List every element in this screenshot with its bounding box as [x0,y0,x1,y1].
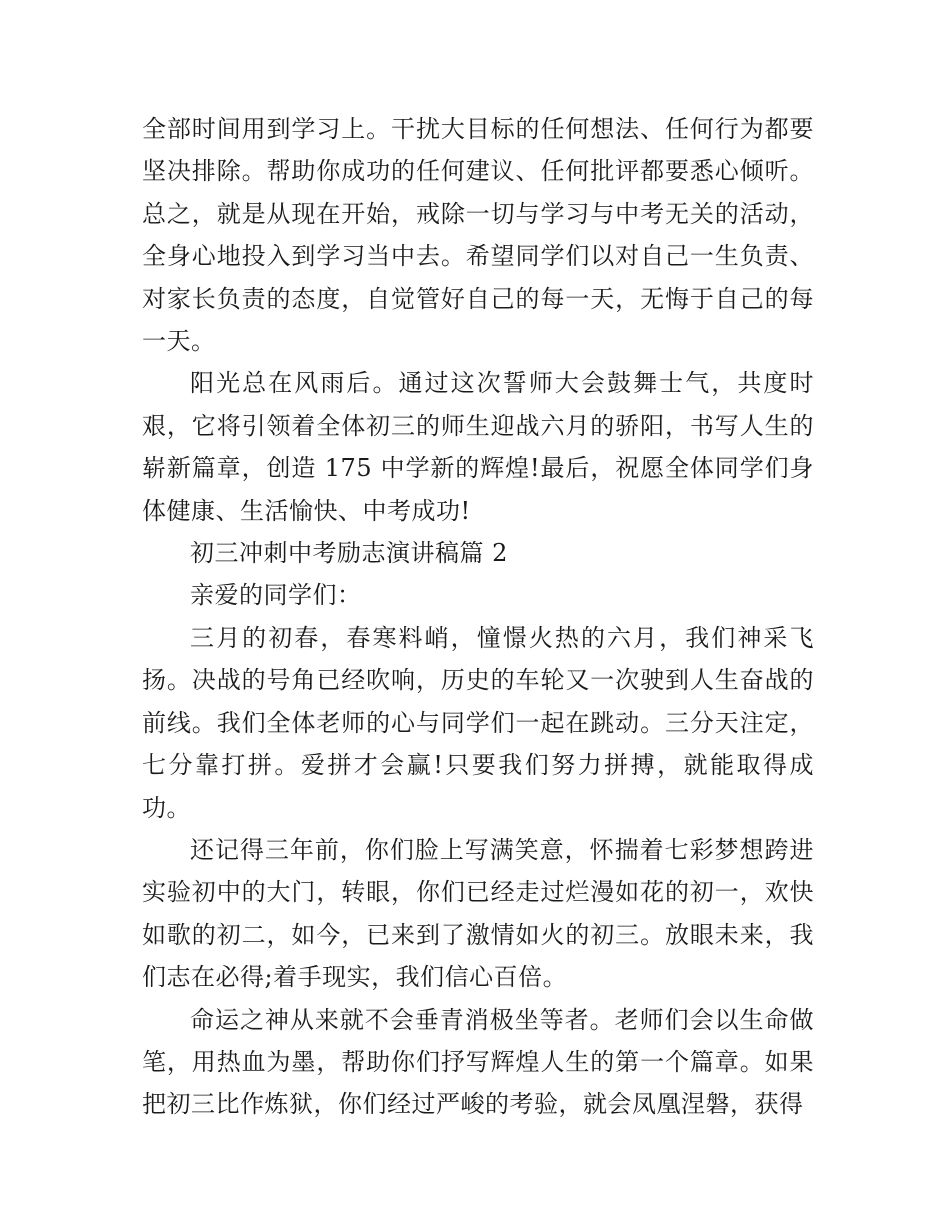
text-line: 功。 [142,793,191,822]
text-line: 全部时间用到学习上。干扰大目标的任何想法、任何行为都要 [142,115,814,143]
paragraph [142,362,814,532]
paragraph [142,617,814,829]
text-line: 命运之神从来就不会垂青消极坐等者。老师们会以生命做 [190,1005,814,1034]
text-line: 笔，用热血为墨，帮助你们抒写辉煌人生的第一个篇章。如果 [142,1047,814,1076]
text-line: 全身心地投入到学习当中去。希望同学们以对自己一生负责、 [142,242,814,271]
text-line: 们志在必得;着手现实，我们信心百倍。 [142,963,568,992]
text-line: 阳光总在风雨后。通过这次誓师大会鼓舞士气，共度时 [190,369,814,398]
text-line: 实验初中的大门，转眼，你们已经走过烂漫如花的初一，欢快 [142,878,814,907]
text-line: 总之，就是从现在开始，戒除一切与学习与中考无关的活动， [142,199,814,228]
text-line: 如歌的初二，如今，已来到了激情如火的初三。放眼未来，我 [142,920,814,949]
text-line: 崭新篇章，创造 175 中学新的辉煌!最后，祝愿全体同学们身 [142,454,814,483]
text-line: 一天。 [142,327,216,356]
text-line: 前线。我们全体老师的心与同学们一起在跳动。三分天注定， [142,708,814,737]
paragraph [142,574,814,616]
text-line: 坚决排除。帮助你成功的任何建议、任何批评都要悉心倾听。 [142,157,814,186]
text-line: 把初三比作炼狱，你们经过严峻的考验，就会凤凰涅磐，获得 [142,1090,804,1119]
document-body [142,108,814,1126]
text-line: 七分靠打拼。爱拼才会赢!只要我们努力拼搏，就能取得成 [142,751,814,780]
paragraph [142,108,814,362]
text-line: 艰，它将引领着全体初三的师生迎战六月的骄阳，书写人生的 [142,411,814,440]
paragraph [142,999,814,1126]
paragraph [142,532,814,574]
paragraph [142,829,814,999]
text-line: 对家长负责的态度，自觉管好自己的每一天，无悔于自己的每 [142,284,814,313]
text-line: 三月的初春，春寒料峭，憧憬火热的六月，我们神采飞 [190,623,814,652]
text-line: 体健康、生活愉快、中考成功! [142,496,471,525]
text-line: 亲爱的同学们： [190,581,362,610]
text-line: 初三冲刺中考励志演讲稿篇 2 [190,539,508,568]
text-line: 还记得三年前，你们脸上写满笑意，怀揣着七彩梦想跨进 [190,835,814,864]
text-line: 扬。决战的号角已经吹响，历史的车轮又一次驶到人生奋战的 [142,666,814,695]
